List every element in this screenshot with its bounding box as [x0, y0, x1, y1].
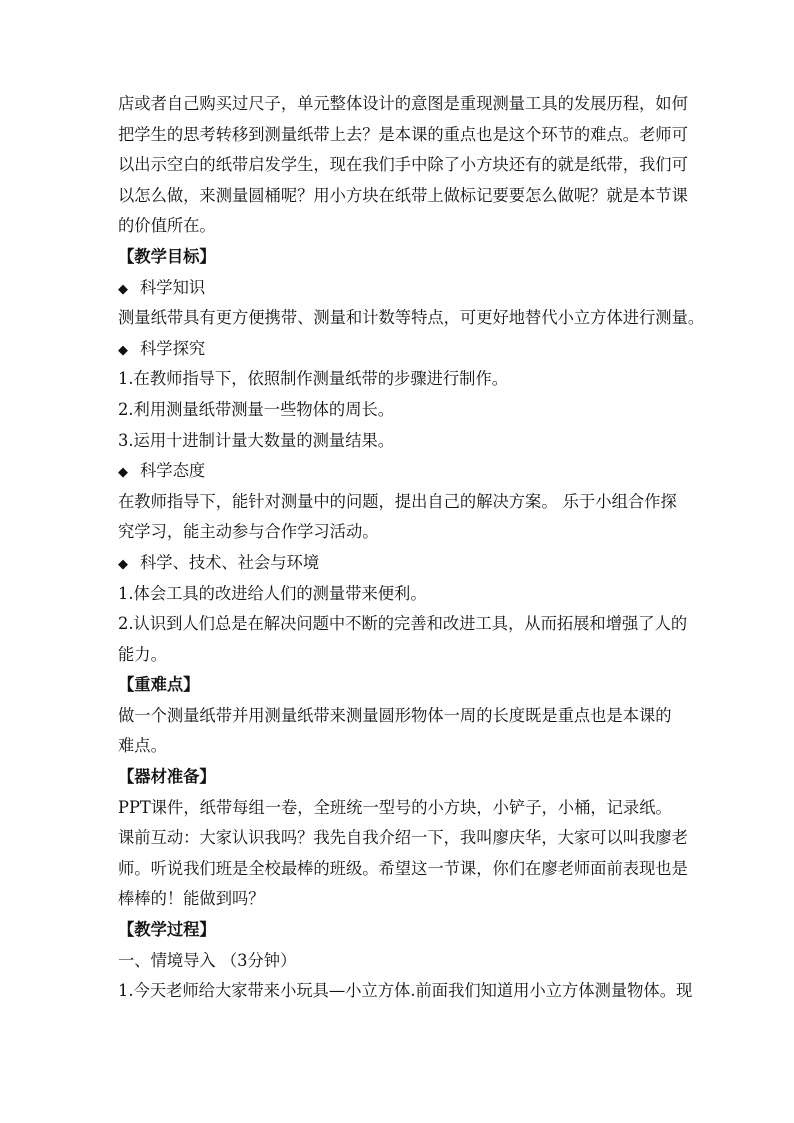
document-body — [118, 89, 705, 1007]
process-line: 1.今天老师给大家带来小玩具—小立方体.前面我们知道用小立方体测量物体。现 — [118, 981, 693, 1001]
materials-line: 棒棒的！能做到吗？ — [118, 889, 265, 909]
process-line: 一、情境导入 （3分钟） — [118, 950, 297, 970]
sts-line: 2.认识到人们总是在解决问题中不断的完善和改进工具，从而拓展和增强了人的 — [118, 614, 688, 634]
materials-line: PPT课件，纸带每组一卷，全班统一型号的小方块，小铲子，小桶，记录纸。 — [118, 797, 672, 817]
materials-heading: 【器材准备】 — [118, 767, 216, 787]
sts-label: 科学、技术、社会与环境 — [140, 552, 320, 572]
inquiry-subheading — [118, 334, 680, 365]
knowledge-subheading — [118, 273, 680, 304]
diamond-bullet-icon: ◆ — [118, 465, 128, 481]
goals-heading: 【教学目标】 — [118, 246, 216, 266]
knowledge-text: 测量纸带具有更方便携带、测量和计数等特点，可更好地替代小立方体进行测量。 — [118, 308, 705, 328]
attitude-label: 科学态度 — [140, 461, 206, 481]
sts-line: 能力。 — [118, 644, 167, 664]
materials-line: 师。听说我们班是全校最棒的班级。希望这一节课，你们在廖老师面前表现也是 — [118, 858, 688, 878]
knowledge-label: 科学知识 — [140, 277, 206, 297]
inquiry-item: 1.在教师指导下，依照制作测量纸带的步骤进行制作。 — [118, 369, 509, 389]
sts-line: 1.体会工具的改进给人们的测量带来便利。 — [118, 583, 427, 603]
key-points-line: 做一个测量纸带并用测量纸带来测量圆形物体一周的长度既是重点也是本课的 — [118, 705, 672, 725]
attitude-line: 在教师指导下，能针对测量中的问题，提出自己的解决方案。 乐于小组合作探 — [118, 491, 677, 511]
materials-line: 课前互动：大家认识我吗？我先自我介绍一下，我叫廖庆华，大家可以叫我廖老 — [118, 828, 688, 848]
inquiry-label: 科学探究 — [140, 338, 206, 358]
diamond-bullet-icon: ◆ — [118, 342, 128, 358]
inquiry-item: 2.利用测量纸带测量一些物体的周长。 — [118, 399, 395, 419]
intro-line: 的价值所在。 — [118, 216, 216, 236]
diamond-bullet-icon: ◆ — [118, 556, 128, 572]
attitude-subheading — [118, 456, 680, 487]
key-points-heading: 【重难点】 — [118, 675, 200, 695]
intro-line: 店或者自己购买过尺子，单元整体设计的意图是重现测量工具的发展历程，如何 — [118, 94, 688, 113]
sts-subheading — [118, 548, 680, 579]
process-heading: 【教学过程】 — [118, 920, 216, 940]
intro-line: 以出示空白的纸带启发学生，现在我们手中除了小方块还有的就是纸带，我们可 — [118, 155, 688, 175]
intro-line: 以怎么做，来测量圆桶呢？用小方块在纸带上做标记要要怎么做呢？就是本节课 — [118, 185, 688, 205]
diamond-bullet-icon: ◆ — [118, 281, 128, 297]
intro-line: 把学生的思考转移到测量纸带上去？是本课的重点也是这个环节的难点。老师可 — [118, 124, 688, 144]
key-points-line: 难点。 — [118, 736, 167, 756]
attitude-line: 究学习，能主动参与合作学习活动。 — [118, 522, 379, 542]
inquiry-item: 3.运用十进制计量大数量的测量结果。 — [118, 430, 395, 450]
